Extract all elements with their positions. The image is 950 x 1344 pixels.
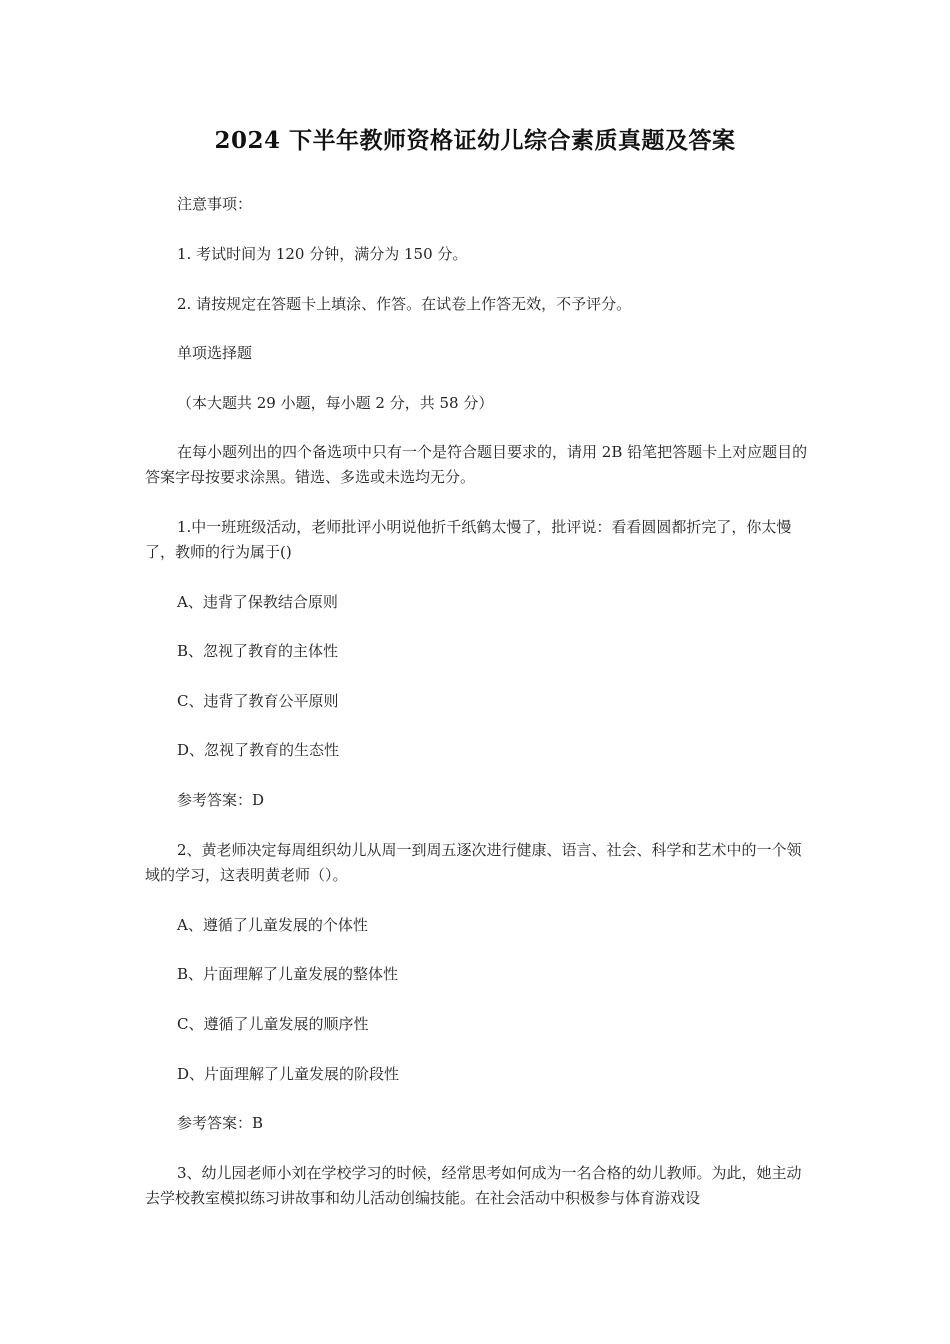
section-instructions: 在每小题列出的四个备选项中只有一个是符合题目要求的，请用 2B 铅笔把答题卡上对应题目的答案字母按要求涂黑。错选、多选或未选均无分。	[145, 443, 808, 486]
question-2-answer: 参考答案：B	[177, 1114, 264, 1132]
question-2-option-b: B、片面理解了儿童发展的整体性	[177, 965, 399, 983]
question-1-option-d: D、忽视了教育的生态性	[177, 741, 340, 759]
question-1-answer: 参考答案：D	[177, 791, 265, 809]
question-2-stem: 2、黄老师决定每周组织幼儿从周一到周五逐次进行健康、语言、社会、科学和艺术中的一个领域的学习，这表明黄老师（）。	[145, 841, 802, 884]
question-3-stem: 3、幼儿园老师小刘在学校学习的时候，经常思考如何成为一名合格的幼儿教师。为此，她主动去学校教室模拟练习讲故事和幼儿活动创编技能。在社会活动中积极参与体育游戏设	[145, 1164, 802, 1207]
question-1-option-c: C、违背了教育公平原则	[177, 692, 339, 710]
question-1-option-b: B、忽视了教育的主体性	[177, 642, 339, 660]
question-1-option-a: A、违背了保教结合原则	[177, 593, 338, 611]
notes-heading: 注意事项：	[177, 195, 253, 213]
question-2-option-a: A、遵循了儿童发展的个体性	[177, 916, 368, 934]
question-2-option-c: C、遵循了儿童发展的顺序性	[177, 1015, 369, 1033]
note-item-1: 1. 考试时间为 120 分钟，满分为 150 分。	[177, 245, 468, 263]
question-2-option-d: D、片面理解了儿童发展的阶段性	[177, 1065, 400, 1083]
question-1-stem: 1.中一班班级活动，老师批评小明说他折千纸鹤太慢了，批评说：看看圆圆都折完了，你太慢了，教师的行为属于()	[145, 518, 792, 561]
section-subheading: （本大题共 29 小题，每小题 2 分，共 58 分）	[177, 394, 494, 412]
note-item-2: 2. 请按规定在答题卡上填涂、作答。在试卷上作答无效，不予评分。	[177, 295, 632, 313]
page-title: 2024 下半年教师资格证幼儿综合素质真题及答案	[214, 127, 736, 154]
section-heading: 单项选择题	[177, 344, 253, 362]
